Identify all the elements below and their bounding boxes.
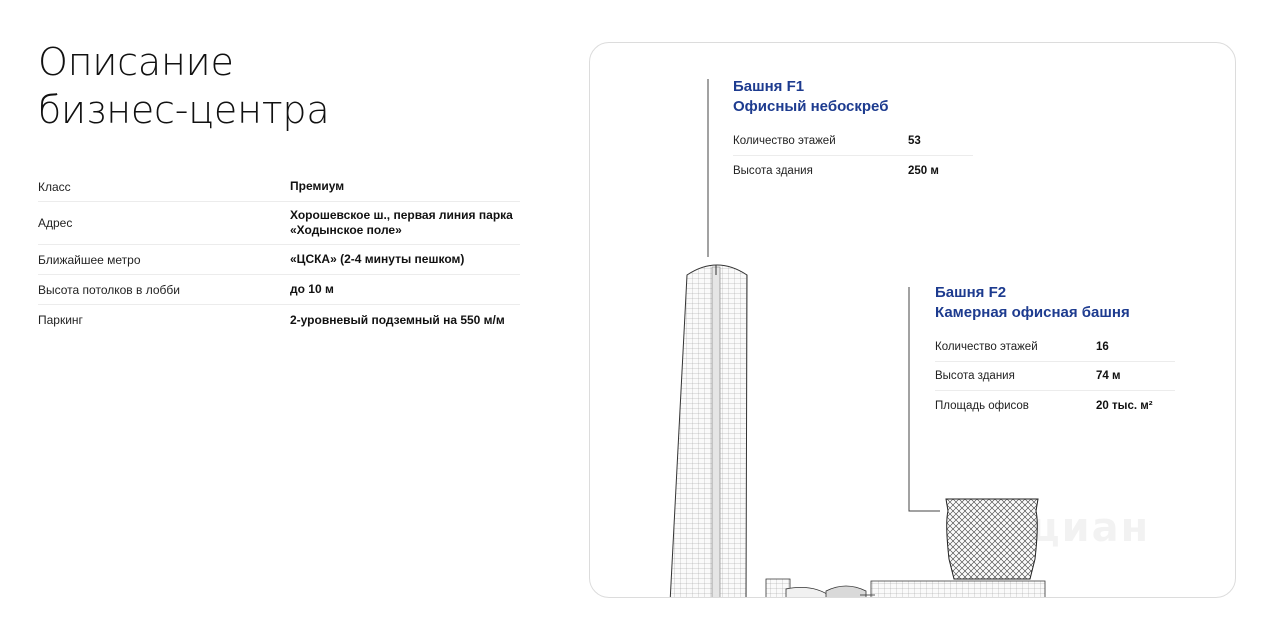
tower-f2-row-label: Высота здания bbox=[935, 370, 1015, 382]
spec-value: 2-уровневый подземный на 550 м/м bbox=[290, 312, 505, 327]
spec-value: Хорошевское ш., первая линия парка «Ходынское поле» bbox=[290, 208, 513, 237]
tower-f1-title: Башня F1 bbox=[733, 78, 805, 95]
spec-row-address bbox=[38, 202, 520, 245]
tower-f2-drawing bbox=[946, 499, 1038, 579]
tower-f1-info bbox=[733, 77, 973, 185]
spec-value: «ЦСКА» (2-4 минуты пешком) bbox=[290, 252, 465, 266]
spec-value: Премиум bbox=[290, 179, 345, 193]
page-title-line-1: Описание bbox=[38, 40, 234, 84]
tower-f1-row-value: 250 м bbox=[908, 164, 939, 177]
spec-label: Адрес bbox=[38, 216, 73, 230]
tower-f2-row-value: 16 bbox=[1096, 341, 1109, 353]
tower-f1-row-label: Количество этажей bbox=[733, 135, 836, 147]
spec-label: Ближайшее метро bbox=[38, 252, 141, 267]
tower-f2-title: Башня F2 bbox=[935, 284, 1007, 301]
watermark: циан bbox=[1030, 505, 1151, 551]
tower-f2-subtitle: Камерная офисная башня bbox=[935, 304, 1130, 321]
tower-f2-row bbox=[935, 333, 1175, 362]
tower-f2-row bbox=[935, 362, 1175, 391]
spec-row-class bbox=[38, 172, 520, 202]
podium-drawing bbox=[766, 579, 1045, 598]
tower-f1-row-label: Высота здания bbox=[733, 164, 813, 177]
tower-f1-subtitle: Офисный небоскреб bbox=[733, 98, 889, 115]
page-title-line-2: бизнес-центра bbox=[38, 88, 330, 132]
towers-card bbox=[589, 42, 1236, 598]
spec-label: Класс bbox=[38, 179, 71, 194]
tower-f1-row bbox=[733, 127, 973, 156]
tower-f1-row bbox=[733, 156, 973, 185]
tower-f2-row-label: Площадь офисов bbox=[935, 399, 1029, 412]
spec-row-metro bbox=[38, 245, 520, 275]
tower-f2-row-label: Количество этажей bbox=[935, 341, 1038, 353]
tower-f2-row-value: 74 м bbox=[1096, 370, 1121, 382]
spec-row-parking bbox=[38, 305, 520, 335]
page-title bbox=[38, 38, 498, 134]
spec-label: Высота потолков в лобби bbox=[38, 282, 180, 297]
specs-table bbox=[38, 172, 520, 335]
tower-f2-row-value: 20 тыс. м² bbox=[1096, 399, 1153, 412]
tower-f2-info bbox=[935, 283, 1175, 420]
tower-f1-drawing bbox=[670, 265, 747, 598]
spec-label: Паркинг bbox=[38, 313, 83, 327]
tower-f1-row-value: 53 bbox=[908, 135, 921, 147]
tower-f2-row bbox=[935, 391, 1175, 420]
spec-row-lobby-ceiling bbox=[38, 275, 520, 305]
spec-value: до 10 м bbox=[290, 282, 334, 296]
